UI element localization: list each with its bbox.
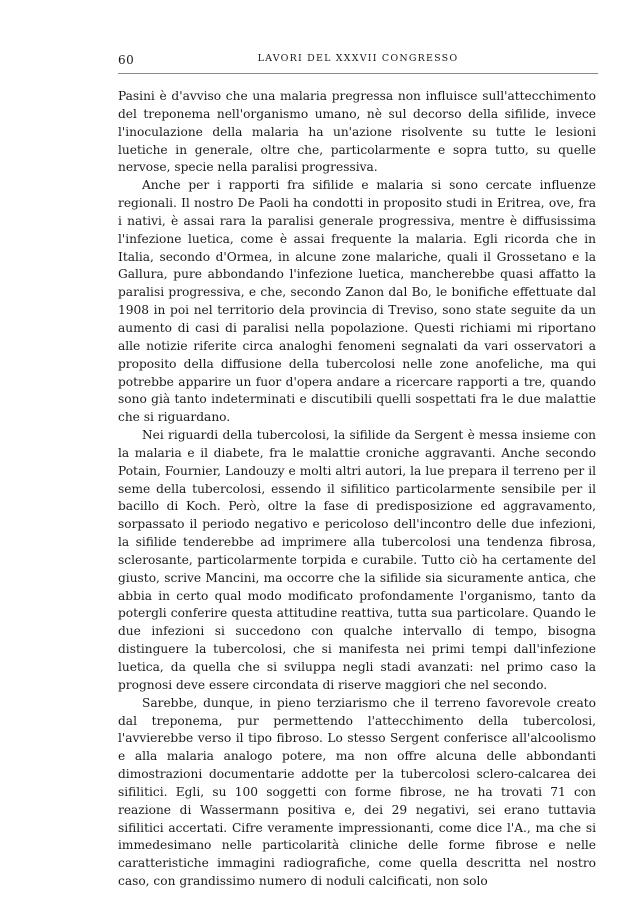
header-rule: [118, 73, 598, 74]
paragraph-tuberculosis: Nei riguardi della tubercolosi, la sifilide da Sergent è messa insieme con la malaria e il diabete, fra le malattie croniche aggravanti. Anche secondo Potain, Fournier, Landouzy e molti altri autori, la lue prepara il terreno per il seme della tubercolosi, essendo il sifilitico particolarmente sensibile per il bacillo di Koch. Però, oltre la fase di predisposizione ed aggravamento, sorpassato il periodo negativo e pericoloso dell'incontro delle due infezioni, la sifilide tenderebbe ad imprimere alla tubercolosi una tendenza fibrosa, sclerosante, particolarmente torpida e curabile. Tutto ciò ha certamente del giusto, scrive Mancini, ma occorre che la sifilide sia sicuramente antica, che abbia in certo qual modo modificato profondamente l'organismo, tanto da potergli conferire questa attitudine reattiva, tutta sua particolare. Quando le due infezioni si succedono con qualche intervallo di tempo, bisogna distinguere la tubercolosi, che si manifesta nei primi tempi dall'infezione luetica, da quella che si sviluppa negli stadi avanzati: nel primo caso la prognosi deve essere circondata di riserve maggiori che nel secondo.: [118, 428, 596, 692]
paragraph-pasini: Pasini è d'avviso che una malaria pregressa non influisce sull'attecchimento del treponema nell'organismo umano, nè sul decorso della sifilide, invece l'inoculazione della malaria ha un'azione risolvente su tutte le lesioni luetiche in generale, oltre che, particolarmente e sopra tutto, su quelle nervose, specie nella paralisi progressiva.: [118, 89, 596, 175]
body-text: [118, 88, 596, 891]
paragraph-regional-influences: Anche per i rapporti fra sifilide e malaria si sono cercate influenze regionali. Il nostro De Paoli ha condotti in proposito studi in Eritrea, ove, fra i nativi, è assai rara la paralisi generale progressiva, mentre è diffusissima l'infezione luetica, come è assai frequente la malaria. Egli ricorda che in Italia, secondo d'Ormea, in alcune zone malariche, quali il Grossetano e la Gallura, pure abbondando l'infezione luetica, mancherebbe quasi affatto la paralisi progressiva, e che, secondo Zanon dal Bo, le bonifiche effettuate dal 1908 in poi nel territorio dela provincia di Treviso, sono state seguite da un aumento di casi di paralisi nella popolazione. Questi richiami mi riportano alle notizie riferite circa analoghi fenomeni segnalati da vari osservatori a proposito della diffusione della tubercolosi nelle zone anofeliche, ma qui potrebbe apparire un fuor d'opera andare a ricercare rapporti a tre, quando sono già tanto indeterminati e discutibili quelli sospettati fra le due malattie che si riguardano.: [118, 178, 596, 425]
page-number: 60: [118, 53, 135, 67]
running-head: LAVORI DEL XXXVII CONGRESSO: [257, 53, 459, 64]
page-header: [118, 53, 598, 75]
paragraph-terziarismo: Sarebbe, dunque, in pieno terziarismo che il terreno favorevole creato dal treponema, pur permettendo l'attecchimento della tubercolosi, l'avvierebbe verso il tipo fibroso. Lo stesso Sergent conferisce all'alcoolismo e alla malaria analogo potere, ma non offre alcuna delle abbondanti dimostrazioni documentarie addotte per la tubercolosi sclero-calcarea dei sifilitici. Egli, su 100 soggetti con forme fibrose, ne ha trovati 71 con reazione di Wassermann positiva e, dei 29 negativi, sei erano tuttavia sifilitici accertati. Cifre veramente impressionanti, come dice l'A., ma che si immedesimano nelle particolarità cliniche delle forme fibrose e nelle caratteristiche immagini radiografiche, come quella descritta nel nostro caso, con grandissimo numero di noduli calcificati, non solo: [118, 695, 596, 889]
